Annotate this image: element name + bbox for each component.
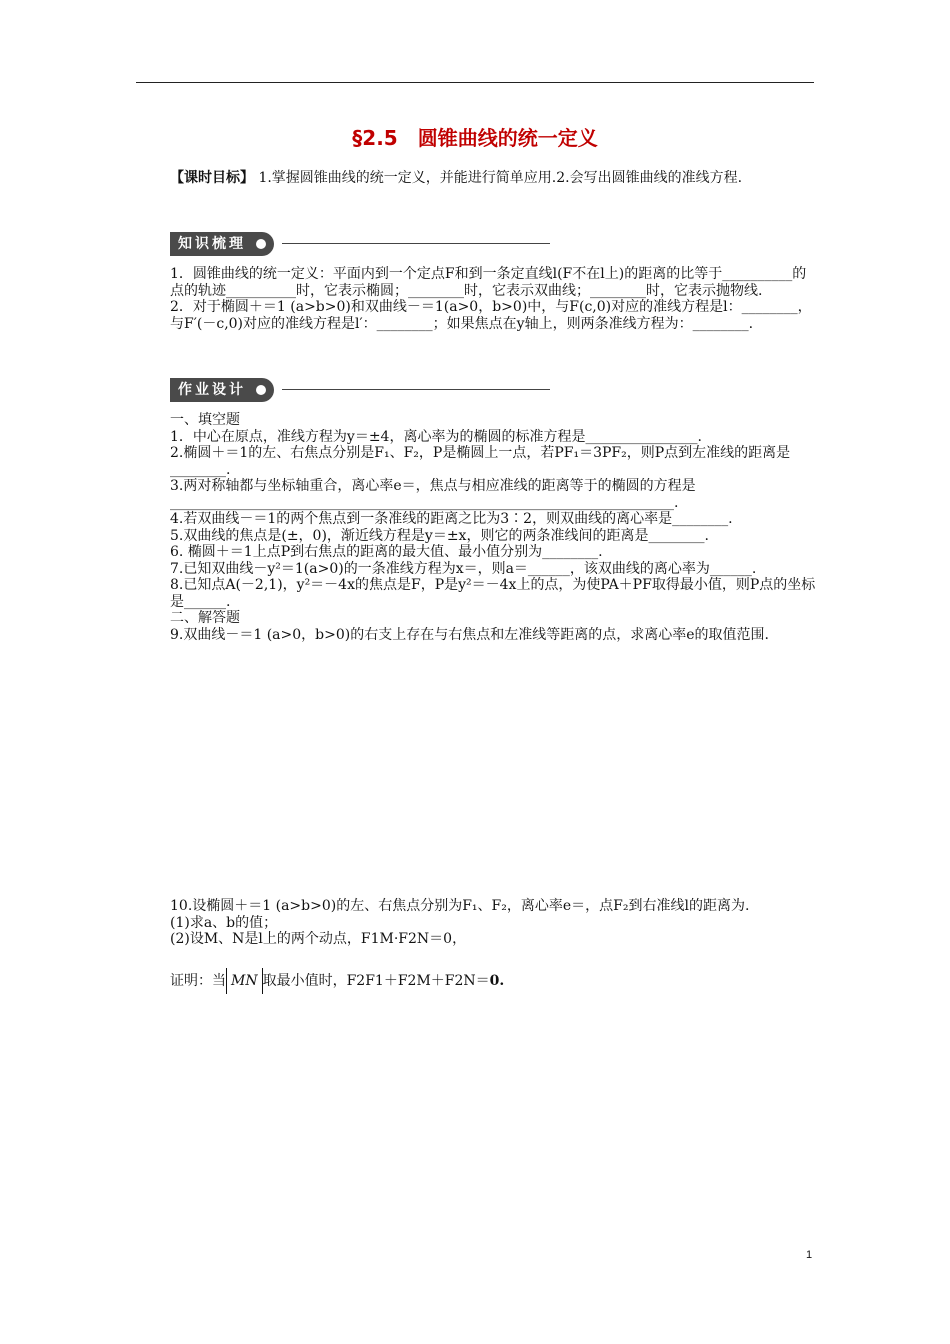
homework-item: 5.双曲线的焦点是(±，0)，渐近线方程是y＝±x，则它的两条准线间的距离是________. [170, 527, 709, 544]
goal-text: 1.掌握圆锥曲线的统一定义，并能进行简单应用.2.会写出圆锥曲线的准线方程. [254, 170, 743, 186]
knowledge-item: 1．圆锥曲线的统一定义：平面内到一个定点F和到一条定直线l(F不在l上)的距离的比等于__________的点的轨迹__________时，它表示椭圆；________时，它表示双曲线；________时，它表示抛物线. [170, 266, 807, 299]
homework-item: 1．中心在原点，准线方程为y＝±4，离心率为的椭圆的标准方程是________________. [170, 428, 702, 445]
section-header-knowledge [170, 232, 550, 256]
lesson-goal [170, 170, 816, 187]
bullet-dot-icon [256, 239, 266, 249]
homework-item: 3.两对称轴都与坐标轴重合，离心率e＝，焦点与相应准线的距离等于的椭圆的方程是________________________________________________________________________. [170, 478, 696, 511]
homework-item: 二、解答题 [170, 610, 240, 626]
problem-line: 10.设椭圆＋＝1 (a>b>0)的左、右焦点分别为F₁、F₂，离心率e＝，点F₂到右准线l的距离为. [170, 898, 750, 914]
section-rule [282, 389, 550, 390]
homework-item: 6. 椭圆＋＝1上点P到右焦点的距离的最大值、最小值分别为________. [170, 544, 603, 560]
proof-end: 0. [489, 973, 505, 989]
homework-item: 4.若双曲线－＝1的两个焦点到一条准线的距离之比为3∶2，则双曲线的离心率是________. [170, 511, 733, 527]
problem-line: (2)设M、N是l上的两个动点，F1M·F2N＝0， [170, 931, 467, 947]
knowledge-item: 2．对于椭圆＋＝1 (a>b>0)和双曲线－＝1(a>0，b>0)中，与F(c,0)对应的准线方程是l：________，与F′(－c,0)对应的准线方程是l′：________；如果焦点在y轴上，则两条准线方程为：________. [170, 299, 812, 332]
problem-10 [170, 898, 816, 948]
proof-middle: 取最小值时，F2F1＋F2M＋F2N＝ [262, 973, 490, 989]
goal-lead: 【课时目标】 [170, 170, 254, 186]
homework-item: 7.已知双曲线－y²＝1(a>0)的一条准线方程为x＝，则a＝______，该双曲线的离心率为______. [170, 560, 757, 577]
abs-mn: MN [226, 968, 263, 994]
section-header-homework [170, 378, 550, 402]
homework-list [170, 412, 816, 643]
homework-item: 8.已知点A(－2,1)，y²＝－4x的焦点是F，P是y²＝－4x上的点，为使PA＋PF取得最小值，则P点的坐标是______. [170, 577, 816, 610]
bullet-dot-icon [256, 385, 266, 395]
page-number: 1 [806, 1249, 813, 1261]
section-rule [282, 243, 550, 244]
proof-statement [170, 968, 816, 994]
problem-line: (1)求a、b的值； [170, 914, 278, 931]
homework-item: 一、填空题 [170, 412, 240, 428]
section-label: 知识梳理 [170, 232, 274, 256]
homework-item: 9.双曲线－＝1 (a>0，b>0)的右支上存在与右焦点和左准线等距离的点，求离心率e的取值范围. [170, 626, 769, 643]
knowledge-list [170, 266, 816, 332]
page-title: §2.5 圆锥曲线的统一定义 [352, 126, 598, 150]
section-label: 作业设计 [170, 378, 274, 402]
homework-item: 2.椭圆＋＝1的左、右焦点分别是F₁、F₂，P是椭圆上一点，若PF₁＝3PF₂，则P点到左准线的距离是________. [170, 445, 791, 478]
header-rule [136, 82, 814, 83]
proof-prefix: 证明：当 [170, 973, 226, 989]
